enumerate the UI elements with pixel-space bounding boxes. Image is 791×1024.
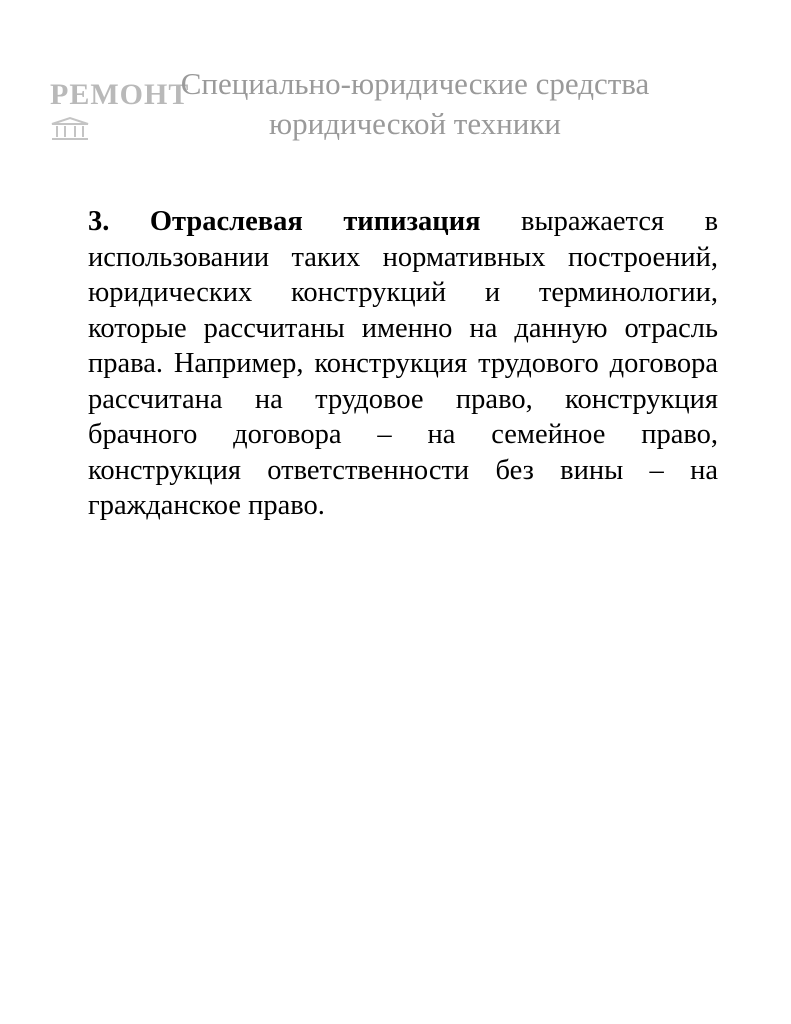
page-title <box>140 64 690 144</box>
paragraph-line-9: гражданское право. <box>88 490 325 521</box>
paragraph-line-8: конструкция ответственности без вины – на <box>88 454 718 486</box>
title-line-1: Специально-юридические средства <box>180 66 650 101</box>
paragraph-line-5: права. Например, конструкция трудового договора <box>88 348 718 379</box>
term-word-1: Отраслевая <box>149 206 303 237</box>
paragraph-number: 3. <box>88 206 110 237</box>
line-1-rest: выражается в <box>521 206 719 237</box>
paragraph-line-3: юридических конструкций и терминологии, <box>88 277 718 308</box>
paragraph-line-1 <box>88 204 718 240</box>
building-columns-icon <box>50 116 90 142</box>
paragraph-line-4: которые рассчитаны именно на данную отрасль <box>88 312 718 344</box>
paragraph-line-7: брачного договора – на семейное право, <box>88 419 718 450</box>
paragraph-line-6: рассчитана на трудовое право, конструкция <box>88 383 718 415</box>
title-line-2: юридической техники <box>268 106 562 141</box>
term-word-2: типизация <box>343 206 481 237</box>
watermark-text: РЕМОНТ <box>50 78 190 111</box>
body-paragraph <box>88 204 718 524</box>
paragraph-line-2: использовании таких нормативных построений, <box>88 241 718 273</box>
